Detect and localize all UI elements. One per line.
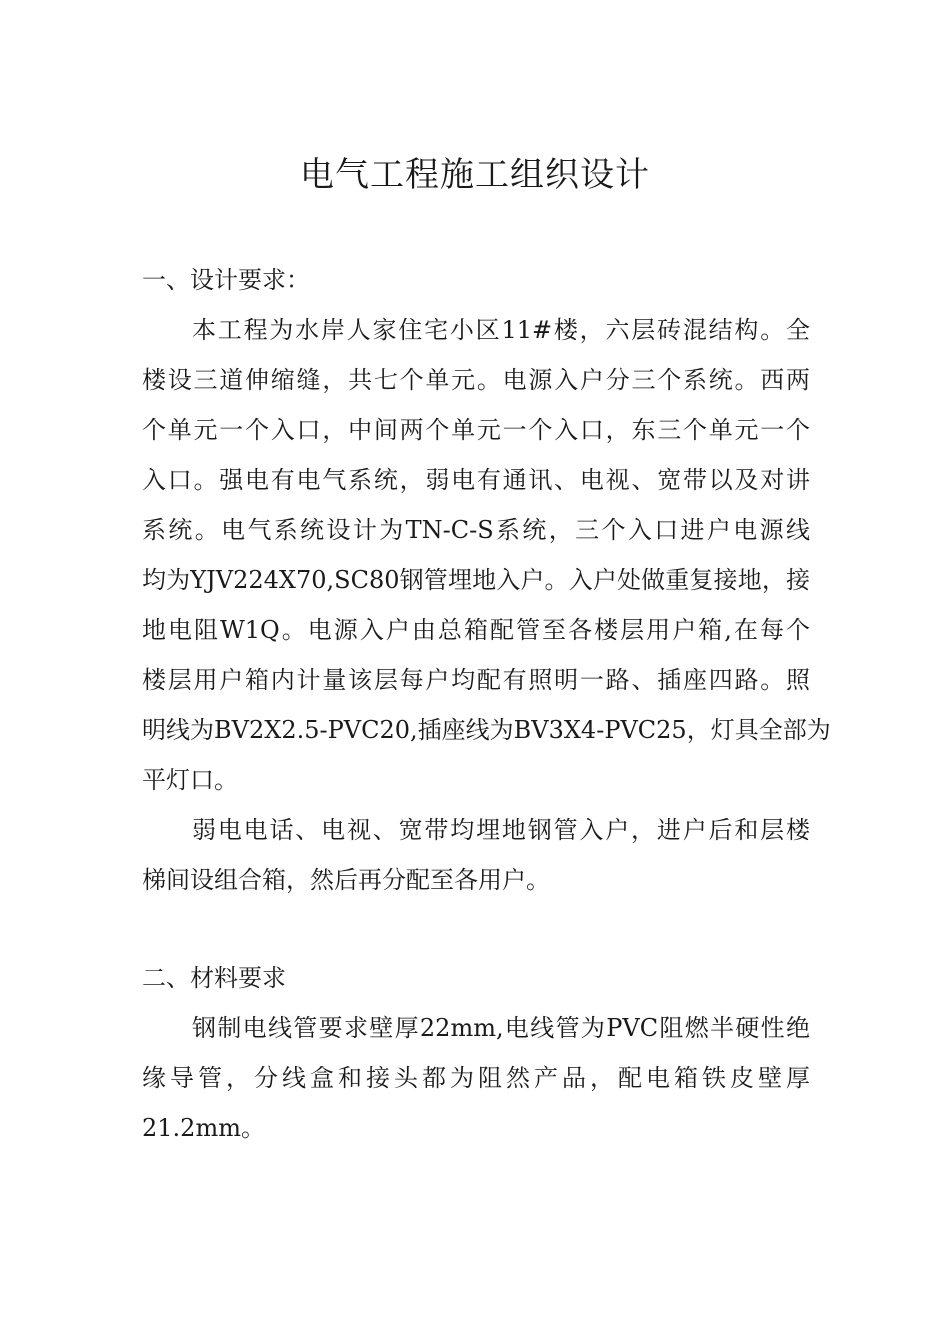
text-line: 个单元一个入口，中间两个单元一个入口，东三个单元一个 xyxy=(142,416,810,444)
text-line: 系统。电气系统设计为TN-C-S系统，三个入口进户电源线 xyxy=(142,516,810,544)
text-line: 21.2mm。 xyxy=(142,1114,265,1142)
text-line: 平灯口。 xyxy=(142,766,238,794)
document-title: 电气工程施工组织设计 xyxy=(300,155,650,195)
text-line: 本工程为水岸人家住宅小区11#楼，六层砖混结构。全 xyxy=(192,316,810,344)
text-line: 缘导管，分线盒和接头都为阻然产品，配电箱铁皮壁厚 xyxy=(142,1064,810,1092)
text-line: 入口。强电有电气系统，弱电有通讯、电视、宽带以及对讲 xyxy=(142,466,810,494)
text-line: 梯间设组合箱，然后再分配至各用户。 xyxy=(142,866,550,894)
text-line: 弱电电话、电视、宽带均埋地钢管入户，进户后和层楼 xyxy=(192,816,810,844)
text-line: 楼层用户箱内计量该层每户均配有照明一路、插座四路。照 xyxy=(142,666,810,694)
paragraph-project-overview xyxy=(142,305,831,805)
text-line: 钢制电线管要求壁厚22mm,电线管为PVC阻燃半硬性绝 xyxy=(192,1014,810,1042)
paragraph-materials xyxy=(142,1003,810,1153)
text-line: 明线为BV2X2.5-PVC20,插座线为BV3X4-PVC25，灯具全部为 xyxy=(142,716,831,744)
section-heading-design-requirements: 一、设计要求： xyxy=(142,266,310,294)
paragraph-weak-current xyxy=(142,805,810,905)
section-heading-material-requirements: 二、材料要求 xyxy=(142,964,286,992)
text-line: 楼设三道伸缩缝，共七个单元。电源入户分三个系统。西两 xyxy=(142,366,810,394)
text-line: 均为YJV224X70,SC80钢管埋地入户。入户处做重复接地，接 xyxy=(142,566,810,594)
text-line: 地电阻W1Q。电源入户由总箱配管至各楼层用户箱,在每个 xyxy=(142,616,810,644)
